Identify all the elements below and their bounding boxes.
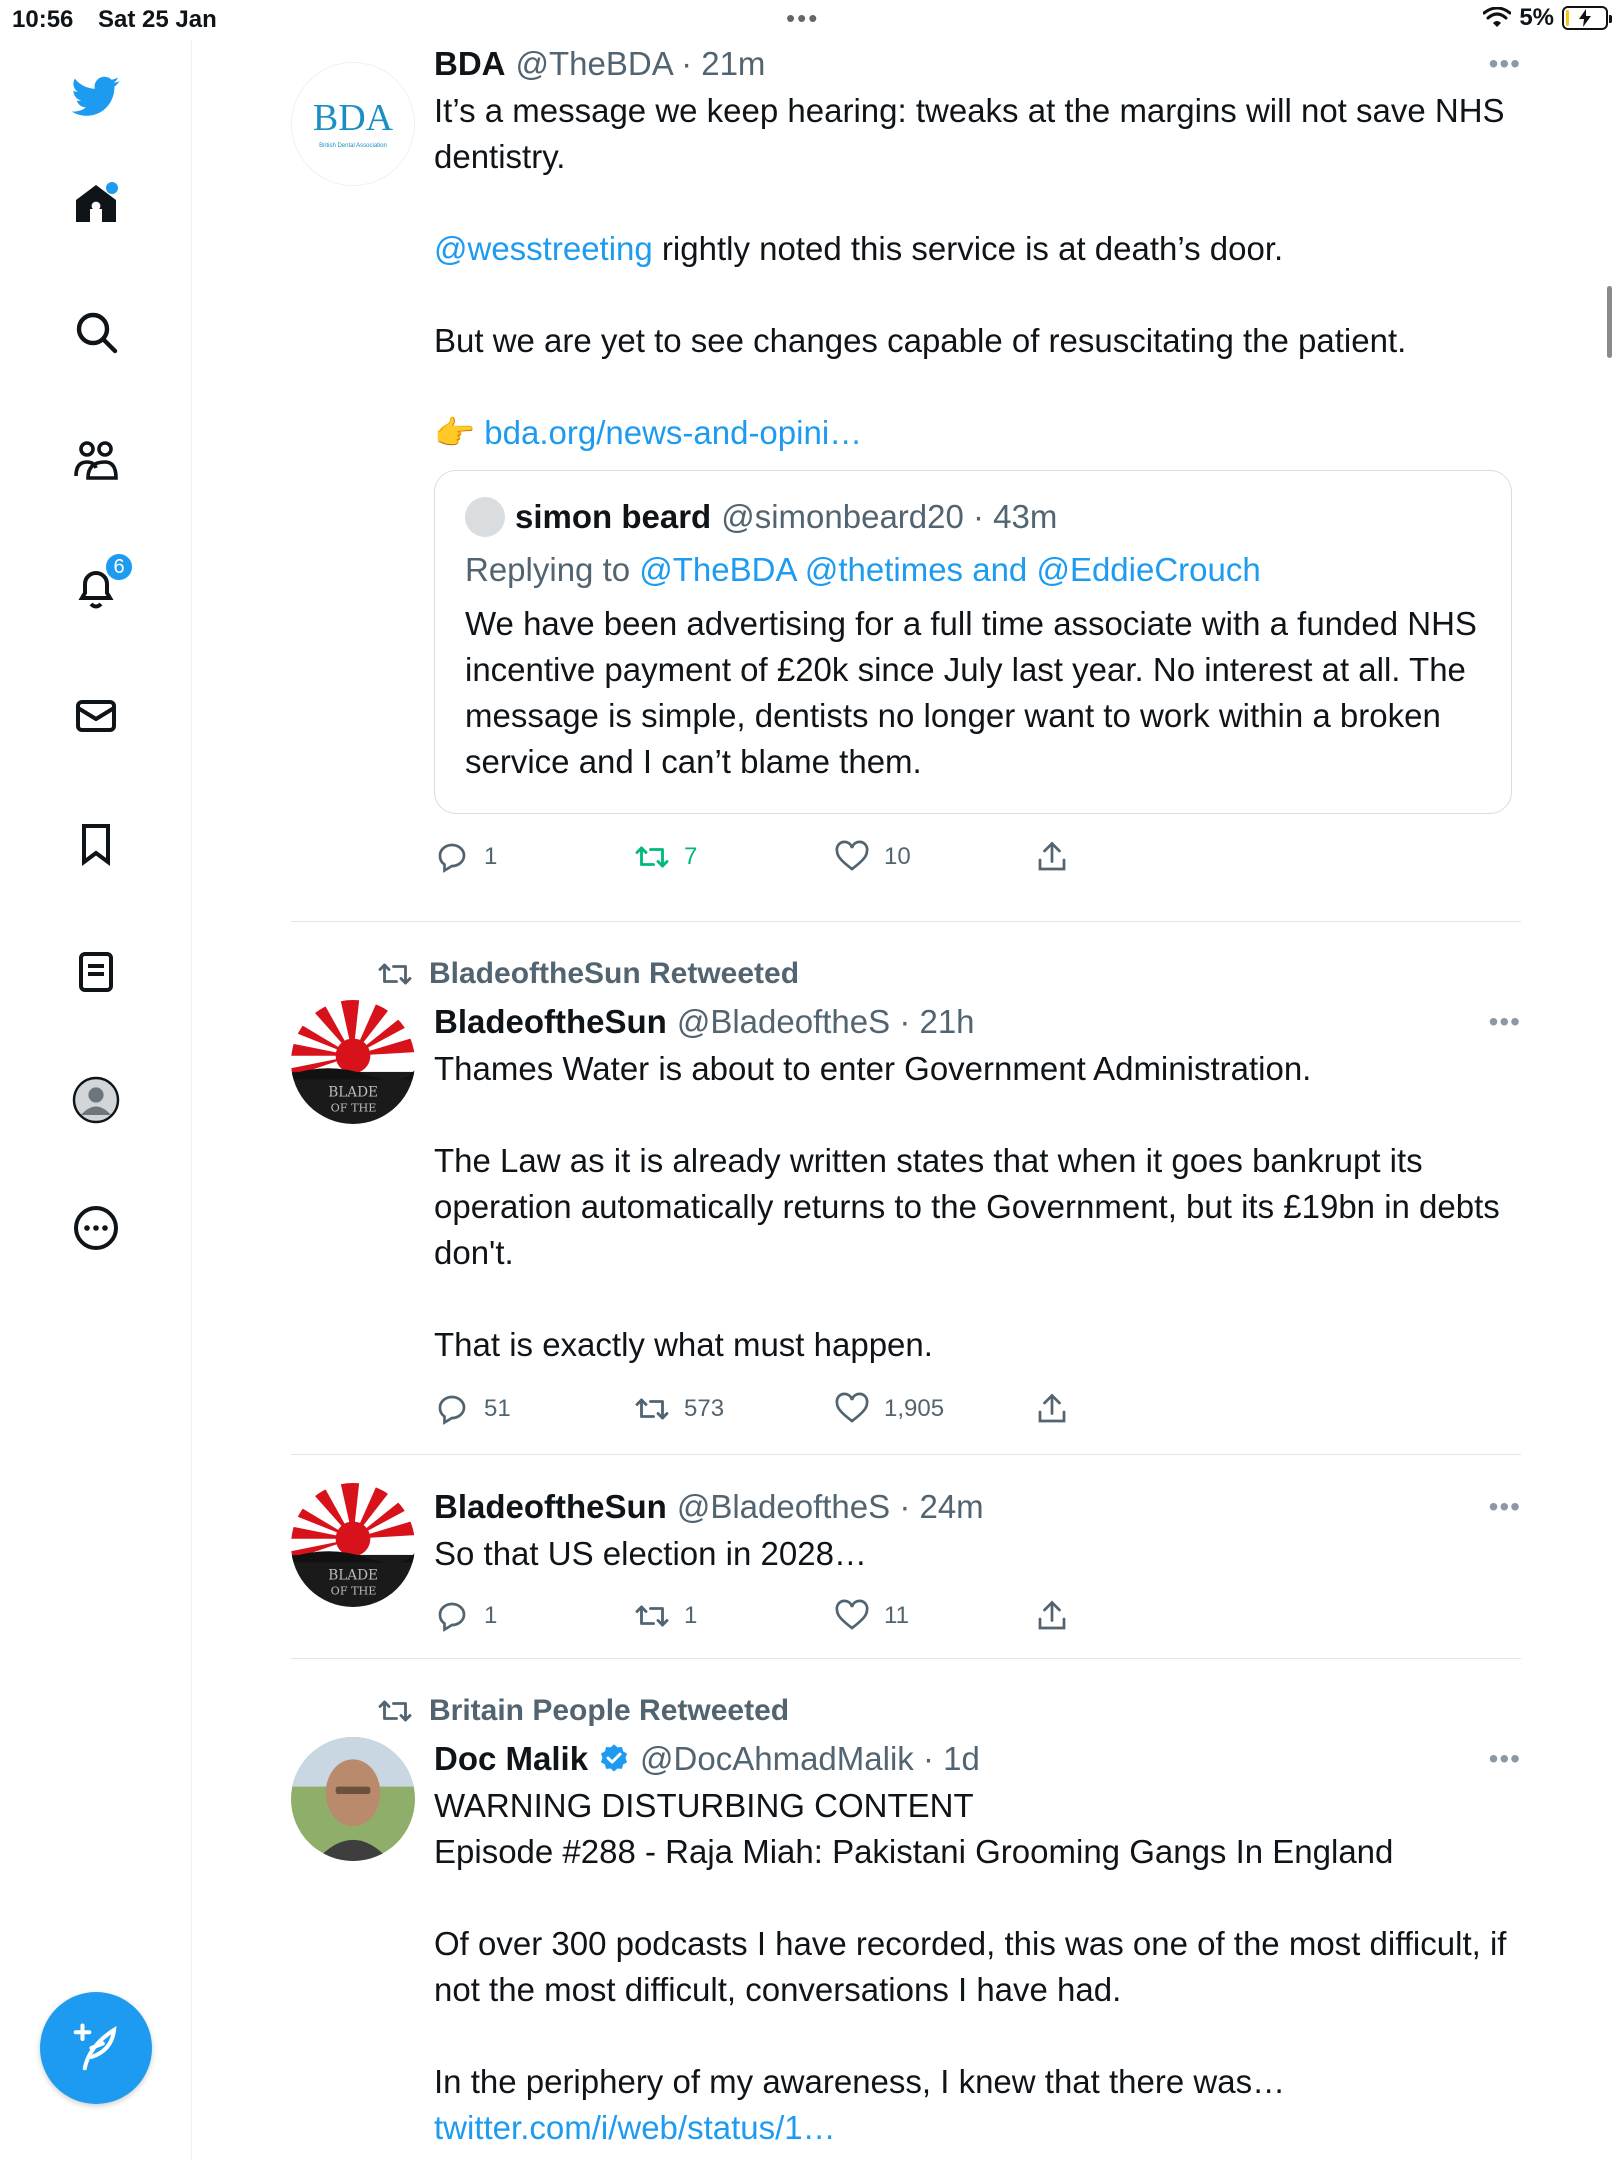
avatar[interactable] [291, 62, 415, 186]
tweet-header [434, 1735, 1521, 1783]
search-icon[interactable] [66, 302, 126, 362]
rising-sun-avatar-image [291, 1483, 415, 1607]
author-handle[interactable]: @TheBDA · 21m [515, 45, 766, 82]
lists-icon[interactable] [66, 942, 126, 1002]
more-options-icon[interactable]: ••• [1488, 48, 1521, 79]
quoted-tweet[interactable] [434, 470, 1512, 814]
author-name[interactable]: BDA [434, 45, 506, 82]
timeline [291, 40, 1521, 2151]
author-name[interactable]: BladeoftheSun [434, 1003, 667, 1040]
home-icon[interactable] [66, 174, 126, 234]
article-link[interactable]: bda.org/news-and-opini… [484, 414, 863, 451]
retweet-count: 7 [684, 843, 698, 870]
messages-icon[interactable] [66, 686, 126, 746]
more-options-icon[interactable]: ••• [1488, 1743, 1521, 1774]
status-bar [0, 0, 1620, 40]
retweet-icon [375, 1693, 415, 1729]
author-handle[interactable]: @BladeoftheS · 21h [676, 1003, 975, 1040]
retweet-icon [634, 1391, 670, 1427]
replying-to [465, 551, 1481, 589]
like-button[interactable] [834, 1598, 1034, 1634]
tweet[interactable] [291, 1455, 1521, 1659]
tweet-text-body: WARNING DISTURBING CONTENT Episode #288 - Raja Miah: Pakistani Grooming Gangs In England Of over 300 podcasts I have recorded, this was one of the most difficult, if not the most difficult, conversations I have had. In the periphery of my awareness, I knew that there was… [434, 1787, 1507, 2100]
communities-icon[interactable] [66, 430, 126, 490]
retweeted-by-label: Britain People Retweeted [429, 1694, 790, 1727]
battery-icon [1562, 6, 1608, 30]
like-button[interactable] [834, 1391, 1034, 1427]
doc-malik-avatar-image [291, 1737, 415, 1861]
svg-text:BLADE: BLADE [328, 1084, 378, 1101]
share-button[interactable] [1034, 839, 1234, 875]
like-count: 11 [884, 1602, 909, 1629]
tweet[interactable] [291, 1659, 1521, 2151]
multitasking-dots-icon[interactable]: ••• [786, 3, 820, 33]
retweet-button[interactable] [634, 839, 834, 875]
reply-button[interactable] [434, 839, 634, 875]
pointing-hand-emoji: 👉 [434, 414, 476, 451]
reply-icon [434, 1391, 470, 1427]
more-icon[interactable] [66, 1198, 126, 1258]
replying-to-handles[interactable]: @TheBDA @thetimes and @EddieCrouch [639, 551, 1261, 588]
share-icon [1034, 1598, 1070, 1634]
bookmarks-icon[interactable] [66, 814, 126, 874]
status-date: Sat 25 Jan [98, 6, 217, 33]
share-icon [1034, 839, 1070, 875]
tweet[interactable] [291, 40, 1521, 922]
reply-button[interactable] [434, 1598, 634, 1634]
bda-logo-subtitle: British Dental Association [319, 143, 387, 149]
like-button[interactable] [834, 839, 1034, 875]
share-button[interactable] [1034, 1391, 1234, 1427]
quoted-author-name: simon beard [515, 498, 712, 535]
retweeted-by[interactable] [375, 950, 1521, 998]
more-options-icon[interactable]: ••• [1488, 1006, 1521, 1037]
more-options-icon[interactable]: ••• [1488, 1491, 1521, 1522]
like-count: 1,905 [884, 1395, 945, 1422]
retweet-icon [375, 956, 415, 992]
tweet-text [434, 88, 1512, 456]
author-handle[interactable]: @DocAhmadMalik · 1d [640, 1740, 980, 1777]
retweeted-by[interactable] [375, 1687, 1521, 1735]
heart-icon [834, 839, 870, 875]
replying-to-prefix: Replying to [465, 551, 640, 588]
verified-badge-icon [598, 1743, 630, 1775]
mention-link[interactable]: @wesstreeting [434, 230, 653, 267]
retweet-count: 573 [684, 1395, 725, 1422]
notification-badge: 6 [104, 552, 134, 582]
compose-tweet-icon [69, 2021, 123, 2075]
author-name[interactable]: BladeoftheSun [434, 1488, 667, 1525]
svg-text:BLADE: BLADE [328, 1567, 378, 1584]
tweet-text-p1: It’s a message we keep hearing: tweaks at the margins will not save NHS dentistry. [434, 92, 1514, 175]
reply-icon [434, 839, 470, 875]
avatar[interactable] [291, 1737, 415, 1861]
compose-tweet-button[interactable] [40, 1992, 152, 2104]
tweet-header [434, 40, 1521, 88]
reply-button[interactable] [434, 1391, 634, 1427]
retweeted-by-label: BladeoftheSun Retweeted [429, 957, 800, 990]
avatar[interactable] [291, 1483, 415, 1607]
rising-sun-avatar-image [291, 1000, 415, 1124]
avatar [465, 497, 505, 537]
tweet-actions [434, 1374, 1512, 1444]
tweet-actions [434, 822, 1512, 892]
notifications-icon[interactable] [66, 555, 126, 618]
wifi-icon [1483, 7, 1511, 29]
heart-icon [834, 1391, 870, 1427]
quoted-tweet-header [465, 497, 1481, 537]
sidebar-nav [0, 40, 192, 2160]
twitter-logo-icon[interactable] [66, 66, 126, 126]
status-time: 10:56 [12, 6, 74, 33]
like-count: 10 [884, 843, 911, 870]
retweet-button[interactable] [634, 1598, 834, 1634]
scroll-indicator[interactable] [1607, 286, 1612, 358]
heart-icon [834, 1598, 870, 1634]
status-right [1483, 4, 1608, 32]
tweet-text: So that US election in 2028… [434, 1535, 867, 1572]
author-handle[interactable]: @BladeoftheS · 24m [676, 1488, 984, 1525]
reply-count: 1 [484, 1602, 498, 1629]
retweet-icon [634, 839, 670, 875]
tweet-text [434, 1783, 1512, 2151]
author-name[interactable]: Doc Malik [434, 1740, 589, 1777]
quoted-author-handle: @simonbeard20 · 43m [721, 498, 1058, 535]
share-icon [1034, 1391, 1070, 1427]
avatar[interactable] [291, 1000, 415, 1124]
tweet-text-p2: rightly noted this service is at death’s door. [652, 230, 1284, 267]
bda-logo: BDA [312, 97, 394, 139]
status-link[interactable]: twitter.com/i/web/status/1… [434, 2109, 836, 2146]
tweet-actions [434, 1581, 1512, 1651]
profile-icon[interactable] [66, 1070, 126, 1130]
retweet-icon [634, 1598, 670, 1634]
svg-text:OF THE: OF THE [330, 1101, 377, 1115]
reply-icon [434, 1598, 470, 1634]
tweet-header [434, 998, 1521, 1046]
tweet[interactable] [291, 922, 1521, 1455]
unread-dot [106, 182, 118, 194]
share-button[interactable] [1034, 1598, 1234, 1634]
reply-count: 51 [484, 1395, 511, 1422]
tweet-header [434, 1483, 1521, 1531]
retweet-button[interactable] [634, 1391, 834, 1427]
svg-text:OF THE: OF THE [330, 1584, 377, 1598]
battery-percent: 5% [1519, 4, 1554, 31]
tweet-text: Thames Water is about to enter Government Administration. The Law as it is already written states that when it goes bankrupt its operation automatically returns to the Government, but its £19bn in debts don't. That is exactly what must happen. [434, 1050, 1500, 1363]
tweet-text-p3: But we are yet to see changes capable of resuscitating the patient. [434, 322, 1407, 359]
quoted-tweet-text: We have been advertising for a full time associate with a funded NHS incentive payment of £20k since July last year. No interest at all. The message is simple, dentists no longer want to work within a broken service and I can’t blame them. [465, 605, 1477, 780]
retweet-count: 1 [684, 1602, 698, 1629]
reply-count: 1 [484, 843, 498, 870]
